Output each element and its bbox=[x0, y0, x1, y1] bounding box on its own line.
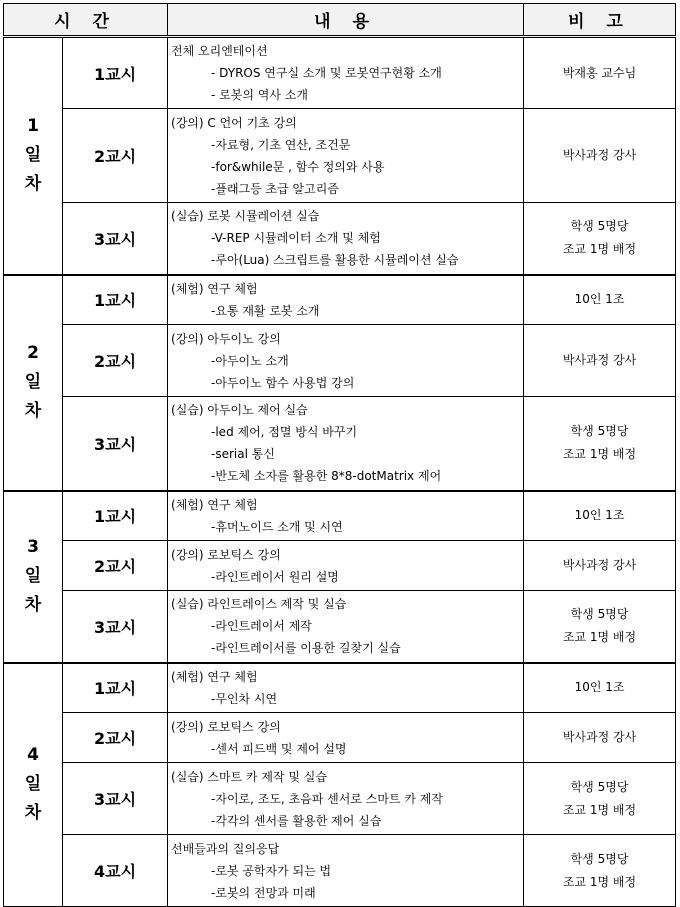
session-note bbox=[524, 203, 676, 275]
note-line: 박사과정 강사 bbox=[562, 730, 637, 744]
period-label: 2교시 bbox=[63, 325, 168, 397]
session-title: (체험) 연구 체험 bbox=[171, 497, 258, 512]
schedule-table bbox=[3, 3, 676, 907]
session-item: - DYROS 연구실 소개 및 로봇연구현황 소개 bbox=[211, 66, 442, 80]
note-line: 10인 1조 bbox=[574, 292, 625, 307]
day-label-char: 차 bbox=[24, 174, 42, 195]
header-row bbox=[4, 4, 676, 37]
session-note bbox=[524, 325, 676, 397]
period-label: 3교시 bbox=[63, 763, 168, 835]
session-title: (강의) 아두이노 강의 bbox=[171, 331, 281, 346]
session-title: (실습) 스마트 카 제작 및 실습 bbox=[171, 769, 327, 784]
header-time: 시 간 bbox=[4, 4, 168, 37]
period-label: 3교시 bbox=[63, 397, 168, 491]
session-note bbox=[524, 37, 676, 109]
note-line: 조교 1명 배정 bbox=[562, 242, 637, 257]
session-row bbox=[4, 275, 676, 325]
note-line: 조교 1명 배정 bbox=[562, 630, 637, 645]
session-content bbox=[168, 763, 524, 835]
session-item: -요통 재활 로봇 소개 bbox=[211, 303, 320, 318]
period-label: 1교시 bbox=[63, 37, 168, 109]
session-title: (체험) 연구 체험 bbox=[171, 281, 258, 296]
session-note bbox=[524, 713, 676, 763]
period-label: 1교시 bbox=[63, 275, 168, 325]
session-title: (강의) 로보틱스 강의 bbox=[171, 547, 281, 562]
session-item: -아두이노 함수 사용법 강의 bbox=[211, 375, 355, 390]
session-content bbox=[168, 109, 524, 203]
session-row bbox=[4, 37, 676, 109]
session-row bbox=[4, 835, 676, 907]
note-line: 학생 5명당 bbox=[570, 851, 629, 866]
period-label: 2교시 bbox=[63, 713, 168, 763]
day-label-char: 일 bbox=[24, 372, 42, 392]
session-note bbox=[524, 275, 676, 325]
day-label bbox=[4, 37, 63, 275]
session-item: -자이로, 조도, 초음파 센서로 스마트 카 제작 bbox=[211, 791, 443, 806]
session-content bbox=[168, 37, 524, 109]
session-row bbox=[4, 109, 676, 203]
session-note bbox=[524, 491, 676, 541]
session-title: (강의) 로보틱스 강의 bbox=[171, 719, 281, 734]
period-label: 3교시 bbox=[63, 203, 168, 275]
period-label: 2교시 bbox=[63, 109, 168, 203]
session-title: 전체 오리엔테이션 bbox=[171, 44, 268, 58]
note-line: 박재홍 교수님 bbox=[562, 65, 637, 80]
note-line: 조교 1명 배정 bbox=[562, 447, 637, 462]
note-line: 10인 1조 bbox=[574, 680, 625, 695]
note-line: 조교 1명 배정 bbox=[562, 874, 637, 889]
day-label-char: 일 bbox=[24, 145, 42, 166]
session-item: -루아(Lua) 스크립트를 활용한 시뮬레이션 실습 bbox=[211, 253, 459, 268]
session-row bbox=[4, 325, 676, 397]
session-content bbox=[168, 275, 524, 325]
day-label-char: 4 bbox=[27, 745, 39, 766]
session-content bbox=[168, 325, 524, 397]
session-title: (실습) 로봇 시뮬레이션 실습 bbox=[171, 209, 320, 224]
session-title: (실습) 아두이노 제어 실습 bbox=[171, 403, 308, 418]
day-label-char: 일 bbox=[24, 566, 42, 586]
day-label bbox=[4, 275, 63, 491]
note-line: 학생 5명당 bbox=[570, 607, 629, 622]
session-content bbox=[168, 713, 524, 763]
session-item: -각각의 센서를 활용한 제어 실습 bbox=[211, 813, 382, 828]
session-row bbox=[4, 591, 676, 663]
note-line: 박사과정 강사 bbox=[562, 353, 637, 367]
session-note bbox=[524, 835, 676, 907]
period-label: 4교시 bbox=[63, 835, 168, 907]
session-row bbox=[4, 763, 676, 835]
session-item: -led 제어, 점멸 방식 바꾸기 bbox=[211, 425, 358, 440]
session-note bbox=[524, 397, 676, 491]
session-content bbox=[168, 491, 524, 541]
note-line: 학생 5명당 bbox=[570, 779, 629, 794]
session-title: 선배들과의 질의응답 bbox=[171, 841, 280, 856]
note-line: 박사과정 강사 bbox=[562, 558, 637, 572]
session-content bbox=[168, 835, 524, 907]
session-title: (체험) 연구 체험 bbox=[171, 669, 258, 684]
session-item: -serial 통신 bbox=[211, 447, 275, 462]
day-label-char: 일 bbox=[24, 774, 42, 795]
session-note bbox=[524, 109, 676, 203]
schedule-body bbox=[4, 37, 676, 907]
day-label bbox=[4, 491, 63, 663]
period-label: 2교시 bbox=[63, 541, 168, 591]
session-content bbox=[168, 397, 524, 491]
session-title: (실습) 라인트레이스 제작 및 실습 bbox=[171, 597, 347, 612]
day-label-char: 차 bbox=[24, 401, 42, 421]
session-item: - 로봇의 역사 소개 bbox=[211, 88, 308, 102]
note-line: 10인 1조 bbox=[574, 508, 625, 523]
session-content bbox=[168, 591, 524, 663]
session-item: -자료형, 기초 연산, 조건문 bbox=[211, 137, 351, 152]
session-row bbox=[4, 541, 676, 591]
day-label-char: 3 bbox=[27, 537, 39, 557]
session-item: -휴머노이드 소개 및 시연 bbox=[211, 519, 343, 534]
day-label-char: 1 bbox=[27, 116, 39, 137]
session-item: -아두이노 소개 bbox=[211, 353, 289, 368]
session-item: -V-REP 시뮬레이터 소개 및 체험 bbox=[211, 231, 381, 246]
session-content bbox=[168, 663, 524, 713]
header-content: 내 용 bbox=[168, 4, 524, 37]
session-item: -센서 피드백 및 제어 설명 bbox=[211, 741, 347, 756]
session-row bbox=[4, 397, 676, 491]
session-item: -라인트레이서 제작 bbox=[211, 619, 312, 634]
session-item: -무인차 시연 bbox=[211, 691, 278, 706]
session-note bbox=[524, 663, 676, 713]
session-row bbox=[4, 491, 676, 541]
session-item: -라인트레이서를 이용한 길찾기 실습 bbox=[211, 641, 401, 656]
session-note bbox=[524, 541, 676, 591]
note-line: 박사과정 강사 bbox=[562, 148, 637, 162]
period-label: 3교시 bbox=[63, 591, 168, 663]
session-item: -라인트레이서 원리 설명 bbox=[211, 569, 339, 584]
session-item: -for&while문 , 함수 정의와 사용 bbox=[211, 159, 385, 174]
note-line: 학생 5명당 bbox=[570, 424, 629, 439]
session-item: -반도체 소자를 활용한 8*8-dotMatrix 제어 bbox=[211, 469, 442, 484]
period-label: 1교시 bbox=[63, 491, 168, 541]
note-line: 학생 5명당 bbox=[570, 219, 629, 234]
session-content bbox=[168, 541, 524, 591]
session-note bbox=[524, 591, 676, 663]
session-row bbox=[4, 663, 676, 713]
session-row bbox=[4, 713, 676, 763]
session-note bbox=[524, 763, 676, 835]
day-label-char: 차 bbox=[24, 595, 42, 615]
session-item: -플래그등 초급 알고리즘 bbox=[211, 181, 339, 196]
day-label bbox=[4, 663, 63, 907]
day-label-char: 차 bbox=[24, 803, 42, 824]
session-title: (강의) C 언어 기초 강의 bbox=[171, 115, 297, 130]
day-label-char: 2 bbox=[27, 343, 39, 363]
session-row bbox=[4, 203, 676, 275]
note-line: 조교 1명 배정 bbox=[562, 802, 637, 817]
session-content bbox=[168, 203, 524, 275]
period-label: 1교시 bbox=[63, 663, 168, 713]
session-item: -로봇의 전망과 미래 bbox=[211, 885, 316, 900]
header-note: 비 고 bbox=[524, 4, 676, 37]
session-item: -로봇 공학자가 되는 법 bbox=[211, 863, 332, 878]
